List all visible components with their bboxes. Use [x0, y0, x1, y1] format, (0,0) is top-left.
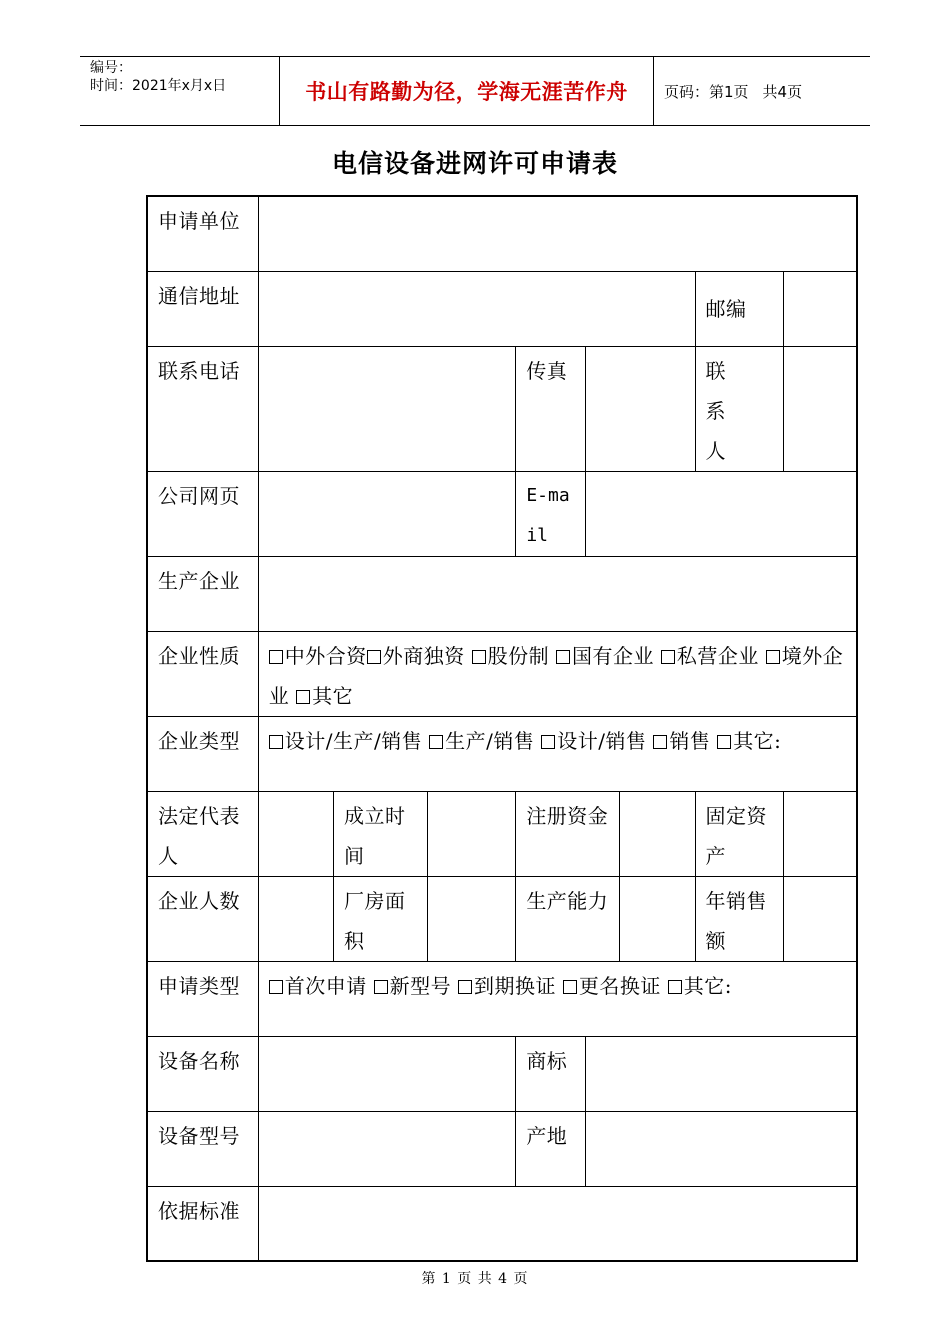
website-label: 公司网页 — [147, 471, 258, 556]
origin-field[interactable] — [586, 1111, 857, 1186]
checkbox-rename[interactable]: 更名换证 — [563, 974, 661, 998]
fixed-assets-label: 固定资产 — [695, 791, 784, 876]
checkbox-design-sell[interactable]: 设计/销售 — [541, 729, 646, 753]
employees-label: 企业人数 — [147, 876, 258, 961]
phone-label: 联系电话 — [147, 346, 258, 471]
row-device-model — [147, 1111, 857, 1186]
checkbox-design-produce-sell[interactable]: 设计/生产/销售 — [269, 729, 422, 753]
reg-capital-field[interactable] — [620, 791, 695, 876]
checkbox-sell[interactable]: 销售 — [653, 729, 710, 753]
legal-rep-label: 法定代表人 — [147, 791, 258, 876]
postcode-label: 邮编 — [695, 271, 784, 346]
checkbox-renewal[interactable]: 到期换证 — [458, 974, 556, 998]
device-name-label: 设备名称 — [147, 1036, 258, 1111]
established-label: 成立时间 — [333, 791, 427, 876]
page-total: 共4页 — [762, 82, 803, 101]
device-model-label: 设备型号 — [147, 1111, 258, 1186]
row-apply-type — [147, 961, 857, 1036]
annual-sales-label: 年销售额 — [695, 876, 784, 961]
row-enterprise-type — [147, 716, 857, 791]
header-page-info — [654, 57, 870, 125]
header-info — [80, 57, 280, 125]
capacity-label: 生产能力 — [516, 876, 620, 961]
row-phone — [147, 346, 857, 471]
checkbox-apply-other[interactable]: 其它: — [668, 974, 732, 998]
postcode-field[interactable] — [784, 271, 857, 346]
trademark-label: 商标 — [516, 1036, 586, 1111]
row-address — [147, 271, 857, 346]
applicant-label: 申请单位 — [147, 196, 258, 271]
header-motto-cell — [280, 57, 654, 125]
form-title: 电信设备进网许可申请表 — [331, 149, 618, 178]
checkbox-private[interactable]: 私营企业 — [661, 644, 759, 668]
checkbox-state-owned[interactable]: 国有企业 — [556, 644, 654, 668]
page-footer: 第 1 页 共 4 页 — [421, 1271, 529, 1287]
origin-label: 产地 — [516, 1111, 586, 1186]
checkbox-joint-venture[interactable]: 中外合资 — [269, 644, 367, 668]
checkbox-joint-stock[interactable]: 股份制 — [472, 644, 550, 668]
checkbox-produce-sell[interactable]: 生产/销售 — [429, 729, 534, 753]
factory-area-label: 厂房面积 — [333, 876, 427, 961]
established-field[interactable] — [427, 791, 516, 876]
manufacturer-label: 生产企业 — [147, 556, 258, 631]
website-field[interactable] — [258, 471, 516, 556]
contact-label: 联系人 — [695, 346, 784, 471]
annual-sales-field[interactable] — [784, 876, 857, 961]
fax-field[interactable] — [586, 346, 695, 471]
row-legal — [147, 791, 857, 876]
page-header — [80, 56, 870, 126]
fax-label: 传真 — [516, 346, 586, 471]
checkbox-foreign-owned[interactable]: 外商独资 — [367, 644, 465, 668]
number-label: 编号： — [90, 60, 132, 76]
device-name-field[interactable] — [258, 1036, 516, 1111]
standard-field[interactable] — [258, 1186, 857, 1261]
checkbox-new-model[interactable]: 新型号 — [374, 974, 452, 998]
row-manufacturer — [147, 556, 857, 631]
apply-options — [258, 961, 857, 1036]
applicant-field[interactable] — [258, 196, 857, 271]
address-field[interactable] — [258, 271, 695, 346]
reg-capital-label: 注册资金 — [516, 791, 620, 876]
row-website — [147, 471, 857, 556]
row-device-name — [147, 1036, 857, 1111]
nature-options — [258, 631, 857, 716]
application-form — [146, 195, 858, 1262]
page-label: 页码：第1页 — [664, 82, 749, 101]
manufacturer-field[interactable] — [258, 556, 857, 631]
motto: 书山有路勤为径，学海无涯苦作舟 — [305, 80, 628, 104]
legal-rep-field[interactable] — [258, 791, 333, 876]
standard-label: 依据标准 — [147, 1186, 258, 1261]
fixed-assets-field[interactable] — [784, 791, 857, 876]
factory-area-field[interactable] — [427, 876, 516, 961]
row-standard — [147, 1186, 857, 1261]
checkbox-nature-other[interactable]: 其它 — [296, 684, 353, 708]
trademark-field[interactable] — [586, 1036, 857, 1111]
checkbox-overseas[interactable]: 境外企业 — [268, 643, 844, 708]
type-options — [258, 716, 857, 791]
email-field[interactable] — [586, 471, 857, 556]
checkbox-type-other[interactable]: 其它: — [717, 729, 781, 753]
time-label: 时间：2021年x月x日 — [90, 78, 227, 94]
contact-field[interactable] — [784, 346, 857, 471]
apply-type-label: 申请类型 — [147, 961, 258, 1036]
phone-field[interactable] — [258, 346, 516, 471]
capacity-field[interactable] — [620, 876, 695, 961]
type-label: 企业类型 — [147, 716, 258, 791]
row-applicant — [147, 196, 857, 271]
nature-label: 企业性质 — [147, 631, 258, 716]
row-scale — [147, 876, 857, 961]
row-nature — [147, 631, 857, 716]
email-label: E-mail — [516, 471, 586, 556]
employees-field[interactable] — [258, 876, 333, 961]
device-model-field[interactable] — [258, 1111, 516, 1186]
address-label: 通信地址 — [147, 271, 258, 346]
checkbox-first-apply[interactable]: 首次申请 — [269, 974, 367, 998]
